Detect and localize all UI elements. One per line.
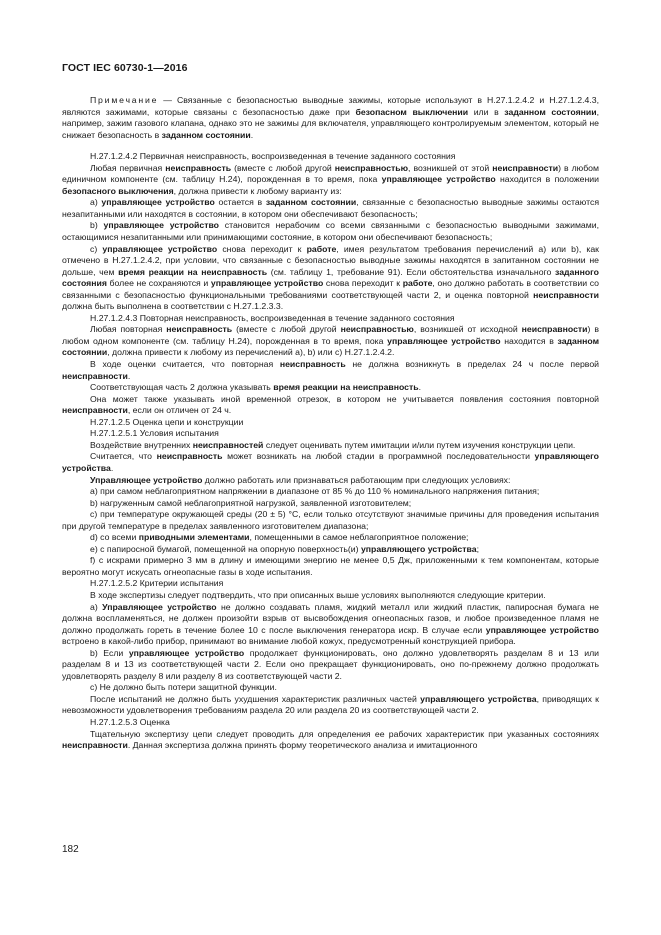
- text-run: продолжает функционировать, оно должно удовлетворять разделам 8 и 13 или разделам 8 и 13 из соответствующей части 2. Если оно прекращает функционировать, оно по-прежнему должно продолжать удовлетворять разделу 8 или разделу 8 из соответствующей части 2.: [62, 647, 599, 681]
- text-run: более не сохраняются и: [106, 278, 211, 289]
- text-run: ) в любом одном компоненте (см. таблицу Н.24), порожденная в то время, пока: [62, 324, 599, 346]
- text-run: .: [418, 382, 422, 393]
- text-run: — Связанные с безопасностью выводные зажимы, которые используют в Н.27.1.2.4.2 и Н.27.1.2.4.3, являются зажимами, которые связаны с безопасностью даже при: [62, 95, 599, 117]
- bold-term: управляющего устройства: [62, 451, 599, 473]
- bold-term: управляющего устройства: [360, 543, 477, 554]
- text-run: Воздействие внутренних: [90, 439, 193, 450]
- bold-term: управляющее устройство: [101, 197, 215, 208]
- text-run: , должна привести к любому варианту из:: [173, 185, 342, 196]
- text-run: Соответствующая часть 2 должна указывать: [90, 382, 274, 393]
- bold-term: время реакции на неисправность: [118, 266, 268, 277]
- paragraph: [62, 220, 599, 243]
- text-run: c) Не должно быть потери защитной функции.: [90, 682, 277, 693]
- text-run: , связанные с безопасностью выводные зажимы остаются незапитанными или находятся в состоянии, в котором они обеспечивают безопасность;: [62, 197, 600, 219]
- text-run: встроено в какой-либо прибор, принимают во внимание любой кожух, предусмотренный конструкцией прибора.: [62, 636, 516, 647]
- bold-term: неисправности: [62, 740, 128, 751]
- paragraph: [62, 428, 599, 440]
- text-run: , возникшей от этой: [408, 162, 493, 173]
- paragraph: [62, 244, 599, 313]
- text-run: .: [250, 129, 254, 140]
- paragraph: [62, 197, 599, 220]
- paragraph: [62, 498, 599, 510]
- text-run: (вместе с любой другой: [231, 162, 335, 173]
- bold-term: неисправности: [62, 405, 128, 416]
- text-run: снова переходит к: [323, 278, 403, 289]
- text-run: снова переходит к: [217, 243, 307, 254]
- bold-term: неисправности: [521, 324, 588, 335]
- bold-term: неисправности: [492, 162, 559, 173]
- paragraph: [62, 682, 599, 694]
- paragraph: [62, 486, 599, 498]
- text-run: f) с искрами примерно 3 мм в длину и имеющими энергию не менее 0,5 Дж, приложенными к тем компонентам, которые вероятно могут искусать огнеопасные газы в ходе испытания.: [62, 555, 599, 577]
- text-run: должна быть выполнена в соответствии с Н.27.1.2.3.3.: [62, 301, 284, 312]
- note-paragraph: [62, 95, 599, 141]
- text-run: , помещенными в самое неблагоприятное положение;: [249, 532, 469, 543]
- text-run: Н.27.1.2.5.2 Критерии испытания: [90, 578, 224, 589]
- text-run: .: [110, 462, 114, 473]
- text-run: , оно должно работать в соответствии со связанными с безопасностью функциональными требованиями соответствующей части 2, и оценка повторной: [62, 278, 599, 300]
- paragraph: [62, 151, 599, 163]
- paragraph: [62, 475, 599, 487]
- bold-term: неисправность: [156, 451, 223, 462]
- bold-term: управляющее устройство: [103, 220, 219, 231]
- bold-term: управляющего устройства: [420, 693, 537, 704]
- bold-term: безопасного выключения: [62, 185, 174, 196]
- text-run: Н.27.1.2.4.2 Первичная неисправность, воспроизведенная в течение заданного состояния: [90, 151, 456, 162]
- bold-term: Управляющее устройство: [90, 474, 203, 485]
- text-run: Считается, что: [90, 451, 157, 462]
- bold-term: неисправность: [279, 359, 346, 370]
- bold-term: неисправность: [165, 162, 232, 173]
- text-run: a): [90, 197, 102, 208]
- text-run: После испытаний не должно быть ухудшения характеристик различных частей: [90, 693, 421, 704]
- bold-term: заданном состоянии: [62, 335, 599, 358]
- paragraph: [62, 440, 599, 452]
- text-run: ;: [476, 543, 479, 554]
- paragraph: [62, 694, 599, 717]
- bold-term: безопасном выключении: [355, 106, 469, 117]
- paragraph: [62, 555, 599, 578]
- text-run: Она может также указывать иной временной отрезок, в котором не учитывается появления состояния повторной: [90, 393, 599, 404]
- page-number: 182: [62, 844, 79, 855]
- text-run: ) в любом единичном компоненте (см. таблицу Н.24), порожденная в то время, пока: [62, 162, 599, 185]
- text-run: , имея результатом требования перечислений a) или b), как отмечено в Н.27.1.2.4.2, при условии, что связанные с безопасностью выводные зажимы находятся в запитанном состоянии не дольше, чем: [62, 243, 599, 277]
- text-run: В ходе оценки считается, что повторная: [90, 359, 280, 370]
- paragraph: [62, 451, 599, 474]
- bold-term: приводными элементами: [138, 532, 250, 543]
- text-run: d) со всеми: [90, 532, 139, 543]
- text-run: b) Если: [90, 647, 129, 658]
- text-run: Любая повторная: [90, 324, 167, 335]
- text-run: или в: [468, 106, 505, 117]
- text-run: может возникать на любой стадии в программной последовательности: [222, 451, 535, 462]
- text-run: a): [90, 601, 103, 612]
- paragraph: [62, 717, 599, 729]
- text-run: (см. таблицу 1, требование 91). Если обстоятельства изначального: [267, 266, 555, 277]
- text-run: находится в: [500, 335, 558, 346]
- paragraph: [62, 382, 599, 394]
- bold-term: неисправность: [166, 324, 233, 335]
- text-run: .: [127, 370, 131, 381]
- paragraph: [62, 532, 599, 544]
- standard-code: ГОСТ IEC 60730-1—2016: [62, 62, 188, 74]
- text-run: e) с папиросной бумагой, помещенной на опорную поверхность(и): [90, 543, 361, 554]
- text-run: В ходе экспертизы следует подтвердить, что при описанных выше условиях выполняются следующие критерии.: [90, 589, 546, 600]
- text-run: находится в положении: [495, 174, 599, 185]
- bold-term: время реакции на неисправность: [273, 382, 419, 393]
- paragraph: [62, 729, 599, 752]
- bold-term: управляющее устройство: [387, 335, 501, 346]
- paragraph: [62, 590, 599, 602]
- text-run: Н.27.1.2.4.3 Повторная неисправность, воспроизведенная в течение заданного состояния: [90, 312, 455, 323]
- text-run: b) нагруженным самой неблагоприятной нагрузкой, заявленной изготовителем;: [90, 497, 412, 508]
- paragraph: [62, 602, 599, 648]
- text-run: Любая первичная: [90, 162, 166, 173]
- text-run: , если он отличен от 24 ч.: [127, 405, 232, 416]
- bold-term: неисправностью: [340, 324, 414, 335]
- paragraph: [62, 163, 599, 198]
- text-run: Н.27.1.2.5 Оценка цепи и конструкции: [90, 416, 244, 427]
- bold-term: работе: [306, 243, 337, 254]
- bold-term: заданном состоянии: [504, 106, 597, 117]
- document-body: [62, 95, 599, 752]
- bold-term: заданном состоянии: [161, 129, 251, 140]
- text-run: должно работать или признаваться работающим при следующих условиях:: [202, 474, 511, 485]
- text-run: Н.27.1.2.5.1 Условия испытания: [90, 428, 219, 439]
- paragraph: [62, 648, 599, 683]
- paragraph: [62, 509, 599, 532]
- text-run: , должна привести к любому из перечислений a), b) или c) Н.27.1.2.4.2.: [107, 347, 395, 358]
- text-run: не должно создавать пламя, жидкий металл или жидкий пластик, папиросная бумага не должна воспламеняться, не должен произойти взрыв от высвобождения огнеопасных газов, и любое произведенное пламя не должно продолжать гореть в течение более 10 с после выключения генератора искр. В случае если: [62, 601, 600, 635]
- text-run: следует оценивать путем имитации и/или путем изучения конструкции цепи.: [263, 439, 576, 450]
- paragraph: [62, 544, 599, 556]
- text-run: , приводящих к невозможности удовлетворения требованиям раздела 20 или раздела 20 из соответствующей части 2.: [62, 693, 599, 716]
- paragraph: [62, 313, 599, 325]
- bold-term: управляющее устройство: [128, 647, 245, 658]
- text-run: Тщательную экспертизу цепи следует проводить для определения ее рабочих характеристик при указанных состояниях: [90, 728, 599, 739]
- bold-term: Управляющее устройство: [102, 601, 217, 612]
- paragraph: [62, 417, 599, 429]
- text-run: b): [90, 220, 104, 231]
- bold-term: управляющее устройство: [210, 278, 324, 289]
- note-label: Примечание: [90, 95, 159, 105]
- bold-term: неисправности: [533, 289, 599, 300]
- bold-term: неисправности: [62, 370, 128, 381]
- paragraph-list: [62, 151, 599, 751]
- text-run: c): [90, 243, 103, 254]
- text-run: Н.27.1.2.5.3 Оценка: [90, 716, 170, 727]
- bold-term: заданном состоянии: [265, 197, 357, 208]
- text-run: становится нерабочим со всеми связанными с безопасностью выводными зажимами, остающимися незапитанными или принимающими состояние, в котором они обеспечивают безопасность;: [62, 220, 599, 243]
- bold-term: управляющее устройство: [102, 243, 218, 254]
- paragraph: [62, 359, 599, 382]
- bold-term: работе: [402, 278, 433, 289]
- bold-term: заданного состояния: [62, 266, 599, 289]
- text-run: (вместе с любой другой: [232, 324, 341, 335]
- paragraph: [62, 394, 599, 417]
- text-run: остается в: [214, 197, 266, 208]
- bold-term: неисправностей: [192, 439, 264, 450]
- text-run: . Данная экспертиза должна принять форму теоретического анализа и имитационного: [127, 740, 478, 751]
- paragraph: [62, 578, 599, 590]
- bold-term: неисправностью: [334, 162, 409, 173]
- bold-term: управляющее устройство: [381, 174, 496, 185]
- paragraph: [62, 324, 599, 359]
- bold-term: управляющее устройство: [485, 624, 599, 635]
- text-run: , возникшей от исходной: [413, 324, 522, 335]
- text-run: , например, зажим газового клапана, однако это не зажимы для включателя, управляющего контролируемым элементом, который не снижает безопасность в: [62, 106, 600, 140]
- text-run: не должна возникнуть в пределах 24 ч после первой: [345, 359, 599, 370]
- text-run: a) при самом неблагоприятном напряжении в диапазоне от 85 % до 110 % номинального напряжения питания;: [90, 486, 540, 497]
- text-run: c) при температуре окружающей среды (20 ± 5) °С, если только отсутствуют значимые причины для проведения испытания при другой температуре в пределах заявленного изготовителем диапазона;: [62, 509, 599, 531]
